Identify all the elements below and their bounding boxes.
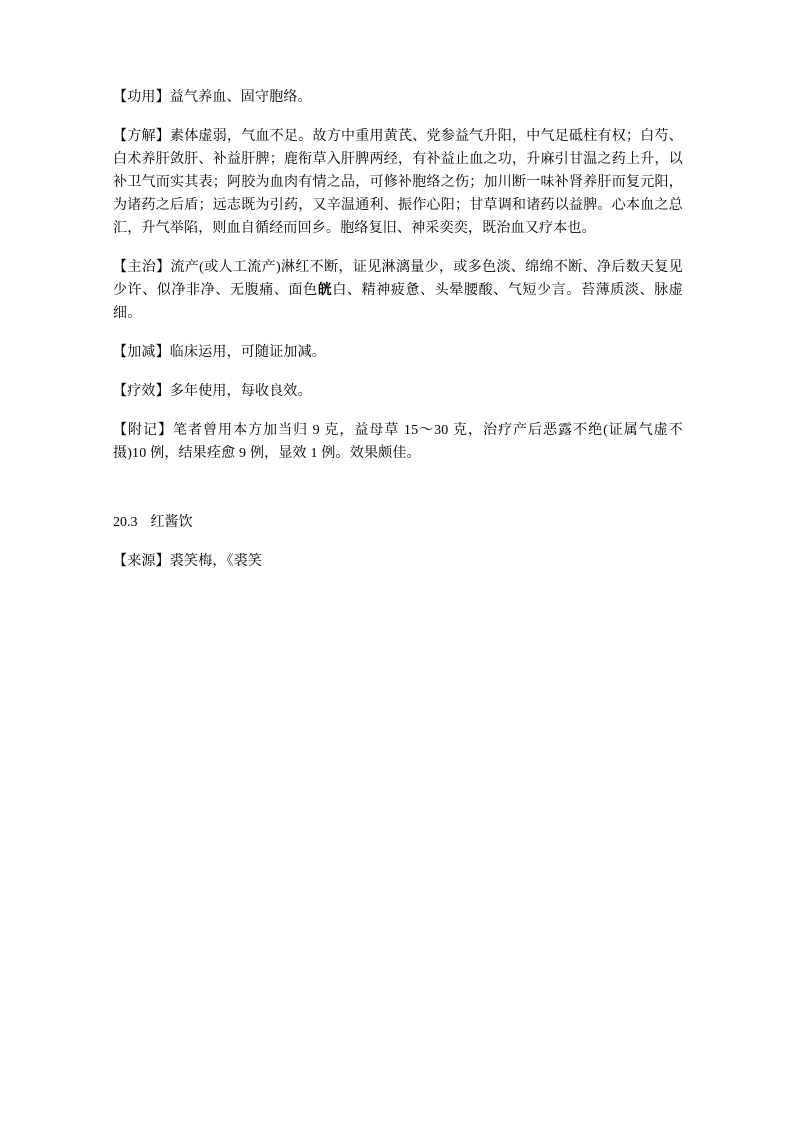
zhuzhi-text-pre: 【主治】流产(或人工流产)淋红不断，证见淋漓量少，或多色淡、绵绵不断、净后数天复见少许、似净非净、无腹痛、面色 [113,260,683,298]
paragraph-liaoxiao: 【疗效】多年使用，每收良效。 [113,384,312,399]
paragraph-fuji: 【附记】笔者曾用本方加当归 9 克，益母草 15～30 克，治疗产后恶露不绝(证属气虚不摄)10 例，结果痊愈 9 例，显效 1 例。效果颇佳。 [113,423,683,461]
section-number: 20.3 [113,515,138,530]
zhuzhi-text-post: 白、精神疲惫、头晕腰酸、气短少言。苔薄质淡、脉虚细。 [113,283,683,321]
paragraph-fangjie: 【方解】素体虚弱，气血不足。故方中重用黄芪、党参益气升阳，中气足砥柱有权；白芍、白术养肝敛肝、补益肝脾；鹿衔草入肝脾两经，有补益止血之功，升麻引甘温之药上升，以补卫气而实其表；阿胶为血肉有情之品，可修补胞络之伤；加川断一味补肾养肝而复元阳，为诸药之后盾；远志既为引药，又辛温通利、振作心阳；甘草调和诸药以益脾。心本血之总汇，升气举陷，则血自循经而回乡。胞络复旧、神采奕奕，既治血又疗本也。 [113,129,683,236]
paragraph-jiajian: 【加减】临床运用，可随证加减。 [113,345,326,360]
zhuzhi-bold-char: 㿠 [317,283,333,298]
paragraph-gongyong: 【功用】益气养血、固守胞络。 [113,90,312,105]
paragraph-zhuzhi [113,256,683,325]
section-title: 红酱饮 [150,515,193,530]
section-heading [113,511,683,534]
paragraph-laiyuan: 【来源】裘笑梅，《裘笑 [113,554,263,569]
